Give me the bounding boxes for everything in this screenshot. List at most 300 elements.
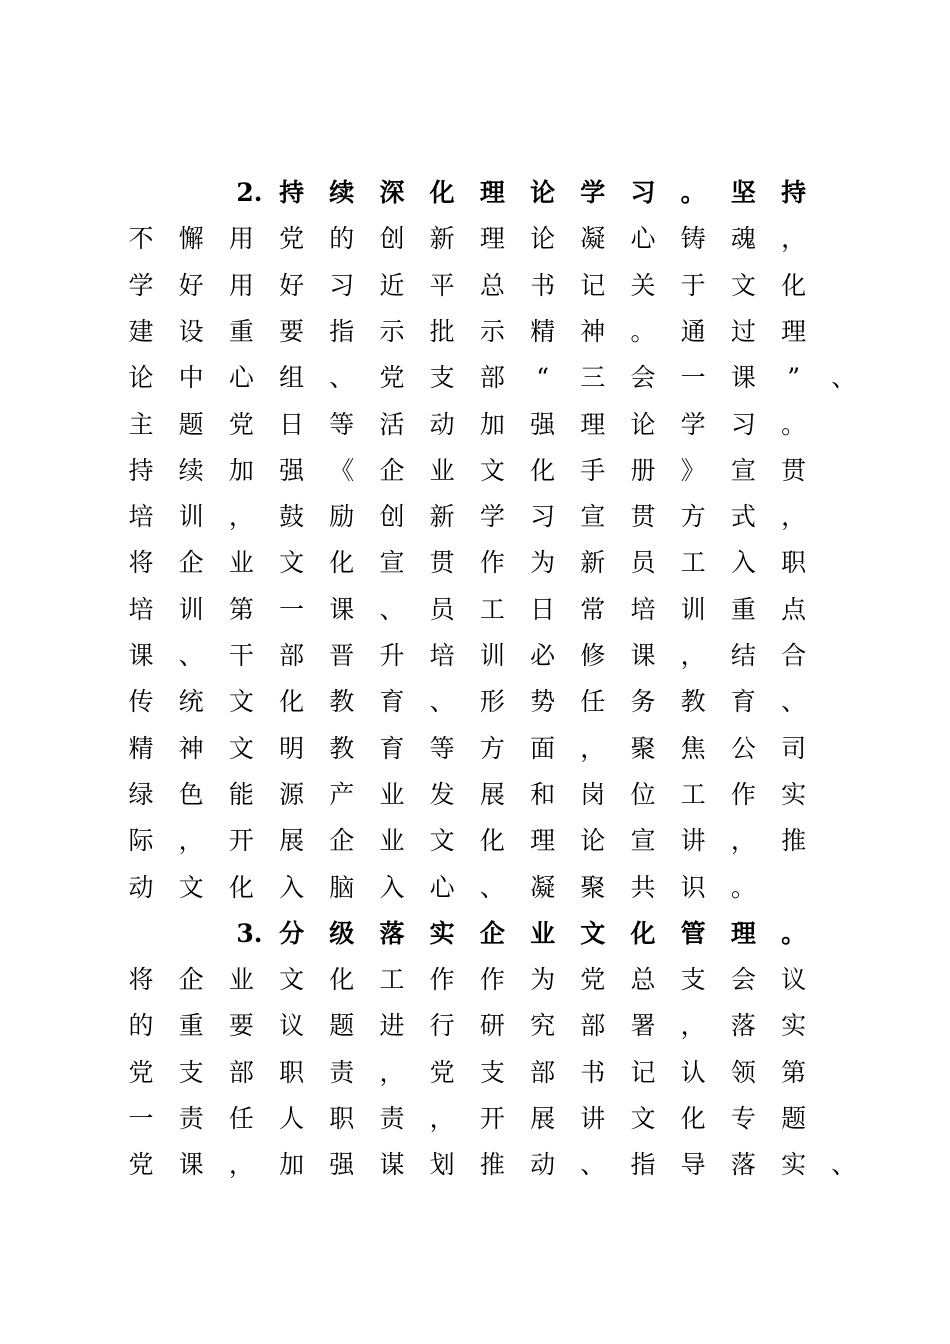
text-char: 文 [580,918,606,948]
text-char: 文 [279,965,305,995]
body-text-line [0,494,950,540]
text-char: 会 [730,965,756,995]
text-char: 部 [228,1057,254,1087]
text-char: 育 [379,733,405,763]
text-char: 好 [279,270,305,300]
text-char: 记 [580,270,606,300]
text-char: 课 [128,641,154,670]
text-char: 书 [580,1057,606,1087]
text-char: 认 [680,1057,706,1087]
text-char: 贯 [630,502,656,532]
text-char: 学 [128,270,154,300]
text-char: 化 [680,1104,706,1133]
text-char: 化 [479,826,505,856]
text-char: 展 [279,826,305,856]
text-char: 展 [479,779,505,809]
text-char: 的 [329,224,355,254]
text-char: 持 [128,455,154,485]
text-char: 凝 [580,224,606,254]
text-char: 将 [128,548,154,578]
text-char: 聚 [630,733,656,763]
text-char: 宣 [730,455,756,485]
text-char: 训 [680,594,706,624]
text-char: 司 [781,733,807,763]
text-char: 人 [279,1104,305,1133]
text-char: 绿 [128,779,154,809]
text-char: 员 [429,594,455,624]
text-char: 党 [279,224,305,254]
text-char: 合 [781,641,807,670]
text-char: 业 [228,548,254,578]
text-char: 员 [630,548,656,578]
text-char: 入 [379,872,405,902]
text-char: 落 [730,1011,756,1041]
text-char: 文 [429,826,455,856]
body-text-line [0,1096,950,1142]
text-char: 领 [730,1057,756,1087]
text-char: ， [379,1057,405,1087]
text-char: 党 [379,363,405,393]
text-char: 责 [379,1104,405,1133]
text-char: 讲 [680,826,706,856]
text-char: 将 [128,965,154,995]
text-char: 凝 [530,872,556,902]
text-char: 、 [329,363,355,393]
text-char: 一 [680,363,706,393]
text-char: 近 [379,270,405,300]
text-char: 源 [279,779,305,809]
text-char: 干 [228,641,254,670]
text-char: 用 [228,270,254,300]
text-char: 焦 [680,733,706,763]
text-char: 务 [630,687,656,717]
text-char: 宣 [379,548,405,578]
text-char: 色 [178,779,204,809]
text-char: 创 [379,224,405,254]
text-char: 教 [329,687,355,717]
text-char: 手 [580,455,606,485]
text-char: 党 [228,409,254,439]
body-text-line [0,540,950,586]
text-char: 加 [228,455,254,485]
body-text-line [0,1142,950,1188]
text-char: 分 [279,918,305,948]
text-char: 好 [178,270,204,300]
text-char: 鼓 [279,502,305,532]
text-char: 支 [429,363,455,393]
text-char: 论 [530,178,556,207]
text-char: 示 [379,316,405,346]
text-char: 工 [479,594,505,624]
text-char: 开 [228,826,254,856]
body-text-line [0,216,950,262]
text-char: 论 [128,363,154,393]
text-char: 作 [429,965,455,995]
text-char: 魂 [730,224,756,254]
text-char: 化 [279,687,305,717]
text-char: 贯 [429,548,455,578]
text-char: 持 [781,178,807,207]
text-char: 行 [429,1011,455,1041]
body-text-line [0,1050,950,1096]
text-char: 示 [479,316,505,346]
text-char: 神 [178,733,204,763]
text-char: 党 [128,1057,154,1087]
text-char: 为 [530,548,556,578]
text-char: 产 [329,779,355,809]
text-char: 晋 [329,641,355,670]
text-char: 实 [781,1011,807,1041]
text-char: 续 [178,455,204,485]
text-char: 学 [479,502,505,532]
text-char: 管 [680,918,706,948]
text-char: 总 [630,965,656,995]
text-char: 势 [530,687,556,717]
text-char: 传 [128,687,154,717]
text-char: ， [781,224,807,254]
text-char: 推 [479,1150,505,1180]
text-char: 实 [781,779,807,809]
text-char: 化 [530,455,556,485]
text-char: 推 [781,826,807,856]
text-char: 书 [530,270,556,300]
text-char: 位 [630,779,656,809]
text-char: 实 [429,918,455,948]
text-char: 册 [630,455,656,485]
section-heading [0,170,950,216]
text-char: 习 [730,409,756,439]
text-char: 、 [831,363,857,393]
text-char: 能 [228,779,254,809]
text-char: 议 [279,1011,305,1041]
text-char: ， [730,826,756,856]
text-char: 题 [178,409,204,439]
text-char: 方 [479,733,505,763]
text-char: 培 [128,594,154,624]
text-char: 形 [479,687,505,717]
text-char: “ [536,363,549,393]
text-char: 导 [680,1150,706,1180]
text-char: 第 [228,594,254,624]
text-char: 文 [279,548,305,578]
text-char: 支 [178,1057,204,1087]
text-char: 新 [429,502,455,532]
text-char: 职 [781,548,807,578]
text-char: 企 [329,826,355,856]
text-char: 化 [781,270,807,300]
text-char: 创 [379,502,405,532]
text-char: 坚 [730,178,756,207]
text-char: 建 [128,316,154,346]
text-char: 升 [379,641,405,670]
text-char: ” [787,363,800,393]
text-char: 重 [228,316,254,346]
text-char: 日 [530,594,556,624]
text-char: 议 [781,965,807,995]
text-char: 强 [329,1150,355,1180]
text-char: 课 [329,594,355,624]
text-char: 理 [730,918,756,948]
text-char: ， [228,1150,254,1180]
body-text-line [0,1003,950,1049]
text-char: 训 [178,594,204,624]
text-char: 训 [178,502,204,532]
text-char: 记 [630,1057,656,1087]
text-char: 理 [479,224,505,254]
text-char: ， [580,733,606,763]
text-char: 。 [781,409,807,439]
text-char: 培 [429,641,455,670]
text-char: 理 [530,826,556,856]
text-char: 》 [680,455,706,485]
text-char: 懈 [178,224,204,254]
text-char: 式 [730,502,756,532]
text-char: 精 [128,733,154,763]
text-char: 会 [630,363,656,393]
text-char: ， [178,826,204,856]
text-char: 必 [530,641,556,670]
text-char: 入 [730,548,756,578]
text-char: 脑 [329,872,355,902]
text-char: 。 [680,178,706,207]
text-char: 工 [379,965,405,995]
text-char: 聚 [580,872,606,902]
text-char: 、 [781,687,807,717]
text-char: 强 [530,409,556,439]
text-char: 结 [730,641,756,670]
text-char: 论 [630,409,656,439]
text-char: 于 [680,270,706,300]
text-char: 共 [630,872,656,902]
text-char: 通 [680,316,706,346]
text-char: 课 [630,641,656,670]
text-char: 进 [379,1011,405,1041]
text-char: 支 [479,1057,505,1087]
text-char: 题 [329,1011,355,1041]
text-char: 总 [479,270,505,300]
text-char: 企 [479,918,505,948]
text-char: 点 [781,594,807,624]
text-char: 讲 [580,1104,606,1133]
heading-number: 3. [236,918,263,948]
text-char: 专 [730,1104,756,1133]
text-char: 研 [479,1011,505,1041]
text-char: 加 [279,1150,305,1180]
text-char: 文 [630,1104,656,1133]
text-char: 职 [329,1104,355,1133]
text-char: 要 [279,316,305,346]
text-char: 支 [680,965,706,995]
text-char: ， [781,502,807,532]
text-char: 用 [228,224,254,254]
text-char: 作 [479,965,505,995]
text-char: 、 [479,872,505,902]
text-char: ， [680,641,706,670]
text-char: 等 [329,409,355,439]
text-char: 励 [329,502,355,532]
text-char: 化 [329,965,355,995]
text-char: 业 [228,965,254,995]
body-text-line [0,679,950,725]
text-char: 、 [178,641,204,670]
text-char: 。 [630,316,656,346]
text-char: 工 [680,779,706,809]
text-char: 理 [781,316,807,346]
text-char: 化 [429,178,455,207]
text-char: 《 [329,455,355,485]
text-char: 要 [228,1011,254,1041]
text-char: 责 [178,1104,204,1133]
text-char: 文 [228,687,254,717]
text-char: 、 [429,687,455,717]
text-char: 实 [781,1150,807,1180]
text-char: 部 [580,1011,606,1041]
text-char: 续 [329,178,355,207]
body-text-line [0,865,950,911]
text-char: 过 [730,316,756,346]
text-char: 宣 [630,826,656,856]
text-char: 面 [530,733,556,763]
text-char: 习 [630,178,656,207]
text-char: 任 [228,1104,254,1133]
text-char: 文 [178,872,204,902]
text-char: 等 [429,733,455,763]
text-char: 习 [329,270,355,300]
text-char: 论 [580,826,606,856]
text-char: 作 [479,548,505,578]
text-char: 公 [730,733,756,763]
text-char: 识 [680,872,706,902]
text-char: 落 [379,918,405,948]
body-text-line [0,355,950,401]
text-char: 教 [329,733,355,763]
text-char: 企 [379,455,405,485]
text-char: 作 [730,779,756,809]
text-char: 的 [128,1011,154,1041]
text-char: 育 [730,687,756,717]
text-char: 落 [730,1150,756,1180]
text-char: 、 [379,594,405,624]
text-char: 发 [429,779,455,809]
text-char: 常 [580,594,606,624]
text-char: 动 [530,1150,556,1180]
text-char: 党 [580,965,606,995]
text-char: 企 [178,965,204,995]
text-char: 党 [429,1057,455,1087]
text-char: 化 [630,918,656,948]
text-char: 指 [329,316,355,346]
text-char: 文 [228,733,254,763]
text-char: 一 [279,594,305,624]
text-char: 任 [580,687,606,717]
text-char: 业 [429,455,455,485]
text-char: ， [228,502,254,532]
heading-number: 2. [236,178,263,207]
text-char: 动 [128,872,154,902]
text-char: 日 [279,409,305,439]
text-char: 重 [178,1011,204,1041]
text-char: 工 [680,548,706,578]
text-char: 关 [630,270,656,300]
text-char: 心 [228,363,254,393]
text-char: 企 [178,548,204,578]
text-char: 统 [178,687,204,717]
text-char: 习 [530,502,556,532]
text-char: 第 [781,1057,807,1087]
text-char: 和 [530,779,556,809]
text-char: 题 [781,1104,807,1133]
text-char: 岗 [580,779,606,809]
text-char: 心 [630,224,656,254]
text-char: 文 [479,455,505,485]
text-char: 理 [580,409,606,439]
text-char: 训 [479,641,505,670]
text-char: 论 [530,224,556,254]
text-char: 业 [379,826,405,856]
text-char: 设 [178,316,204,346]
text-char: 贯 [781,455,807,485]
text-char: 为 [530,965,556,995]
text-char: 宣 [580,502,606,532]
body-text-line [0,587,950,633]
text-char: 级 [329,918,355,948]
text-char: 课 [178,1150,204,1180]
text-char: 文 [730,270,756,300]
text-char: 入 [279,872,305,902]
text-char: 究 [530,1011,556,1041]
text-char: 党 [128,1150,154,1180]
text-char: 不 [128,224,154,254]
text-char: 际 [128,826,154,856]
text-char: 培 [128,502,154,532]
text-char: 育 [379,687,405,717]
text-char: ， [680,1011,706,1041]
text-char: 化 [329,548,355,578]
text-char: 署 [630,1011,656,1041]
body-text-line [0,818,950,864]
text-char: 方 [680,502,706,532]
text-char: 一 [128,1104,154,1133]
text-char: 指 [630,1150,656,1180]
text-char: 动 [429,409,455,439]
text-char: 心 [429,872,455,902]
text-char: 持 [279,178,305,207]
text-char: 三 [580,363,606,393]
text-char: 中 [178,363,204,393]
text-char: 加 [479,409,505,439]
text-char: 开 [479,1104,505,1133]
text-char: 、 [831,1150,857,1180]
text-char: 责 [329,1057,355,1087]
text-char: 部 [479,363,505,393]
text-char: 强 [279,455,305,485]
text-char: 划 [429,1150,455,1180]
text-char: 学 [680,409,706,439]
body-text-line [0,402,950,448]
text-char: 新 [580,548,606,578]
text-char: 神 [580,316,606,346]
text-char: 部 [530,1057,556,1087]
body-text-line [0,448,950,494]
text-char: 职 [279,1057,305,1087]
text-char: 业 [379,779,405,809]
body-text-line [0,263,950,309]
body-text-line [0,309,950,355]
body-text-line [0,726,950,772]
text-char: 展 [530,1104,556,1133]
text-char: 新 [429,224,455,254]
text-char: 课 [730,363,756,393]
